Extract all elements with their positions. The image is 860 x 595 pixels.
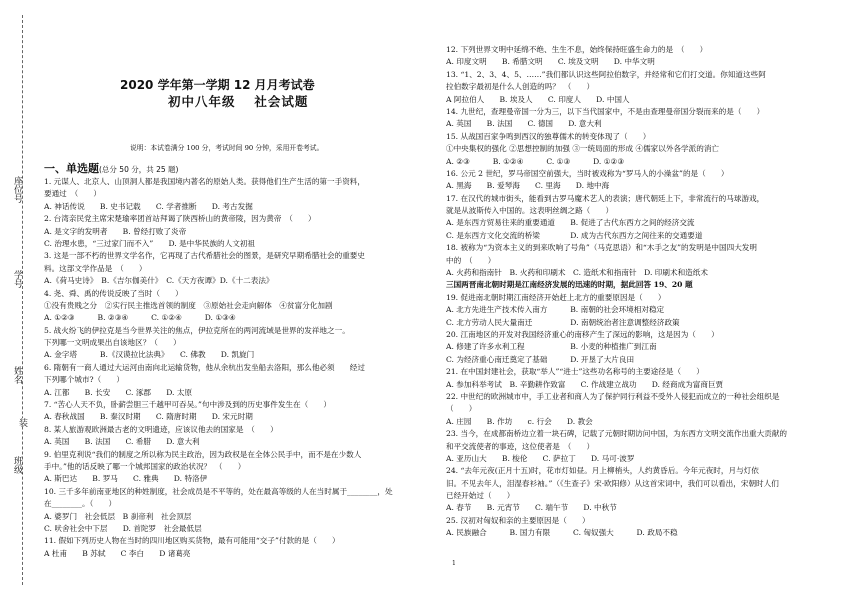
question-line: 23. 当今，在成都南桥边立着一块石碑，记载了元朝时期访问中国，为东西方文明交流作出重大贡献的 — [446, 429, 788, 439]
question-line: A. 参加科举考试 B. 辛勤耕作致富 C. 作战建立战功 D. 经商成为富商巨贾 — [446, 379, 724, 389]
question-line: A. 民族融合 B. 国力有限 C. 匈奴强大 D. 政局不稳 — [446, 528, 678, 538]
question-line: 24. “去年元夜(正月十五)时，花市灯如昼。月上柳梢头，人约黄昏后。今年元夜时，月与灯依 — [446, 466, 759, 476]
question-line: A. 火药和指南针 B. 火药和印刷术 C. 造纸术和指南针 D. 印刷术和造纸术 — [446, 268, 708, 278]
question-line: ①中央集权的强化 ②思想控制的加强 ③一统局面的形成 ④儒家以外各学派的消亡 — [446, 144, 720, 154]
question-line: 13. “1、2、3、4、5、……”我们都认识这些阿拉伯数字，并经常和它们打交道。你知道这些阿 — [446, 69, 766, 79]
question-line: 18. 被称为“为资本主义的到来吹响了号角”（马克思语）和“木手之友”的发明是中国四大发明 — [446, 243, 757, 253]
question-line: 20. 江南地区的开发对我国经济重心的南移产生了深远的影响，这是因为（ ） — [446, 329, 719, 339]
question-line: 3. 这是一部不朽的世界文学名作，它再现了古代希腊社会的图景，是研究早期希腊社会的重要史 — [44, 251, 365, 261]
question-line: C. 北方劳动人民大量南迁 D. 南朝统治者注意调整经济政策 — [446, 317, 680, 327]
question-line: 就是从波斯传入中国的。这表明丝绸之路（ ） — [446, 206, 614, 216]
question-line: 4. 尧、舜、禹的传说反映了当时（ ） — [44, 288, 183, 298]
question-line: C. 是东西方文化交流的桥梁 D. 成为古代东西方之间往来的交通要道 — [446, 230, 703, 240]
question-line: 2. 台湾亲民党主席宋楚瑜率团首站拜谒了陕西桥山的黄帝陵，因为黄帝 （ ） — [44, 214, 316, 224]
question-line: 11. 假如下列历史人物在当时的四川地区购买货物，最有可能用“交子”付款的是（ ） — [44, 536, 340, 546]
question-line: 14. 九世纪，查理曼帝国一分为三，以下当代国家中，不是由查理曼帝国分裂而来的是（ ） — [446, 106, 765, 116]
question-line: 9. 伯里克利说“我们的制度之所以称为民主政治，因为政权是在全体公民手中，而不是在少数人 — [44, 449, 362, 459]
question-line: A. ②③ B. ①②④ C. ①③ D. ①②③ — [446, 156, 625, 166]
binding-label-name: 姓名 — [12, 366, 22, 384]
left-question-column — [44, 176, 416, 560]
question-line: A. 江都 B. 长安 C. 涿郡 D. 太原 — [44, 387, 193, 397]
question-line: ①没有贵贱之分 ②实行民主推选首领的制度 ③原始社会走向解体 ④贫富分化加剧 — [44, 300, 333, 310]
question-line: C. 治理水患，“三过家门而不入” D. 是中华民族的人文初祖 — [44, 238, 256, 248]
binding-label-class: 班级 — [12, 456, 22, 474]
question-line: A. 修建了许多水利工程 B. 小麦的种植推广到江南 — [446, 342, 657, 352]
question-line: A. 神话传说 B. 史书记载 C. 学者推断 D. 考古发掘 — [44, 201, 253, 211]
binding-label-seat: 座位号 — [12, 176, 22, 203]
question-line: 25. 汉初对匈奴和亲的主要原因是（ ） — [446, 515, 590, 525]
question-line: A. 是文字的发明者 B. 曾经打败了炎帝 — [44, 226, 187, 236]
question-line: 料。这部文学作品是 （ ） — [44, 263, 147, 273]
question-line: A. 春秋战国 B. 秦汉时期 C. 隋唐时期 D. 宋元时期 — [44, 412, 253, 422]
exam-instructions: 说明：本试卷满分 100 分，考试时间 90 分钟，采用开卷考试。 — [130, 144, 324, 152]
question-line: 7. “苦心人天不负，卧薪尝胆三千越甲可吞吴。”句中涉及到的历史事件发生在（ ） — [44, 400, 331, 410]
binding-mark: 装 — [17, 418, 27, 427]
question-line: C. 吠舍社会中下层 D. 首陀罗 社会最低层 — [44, 523, 202, 533]
question-line: A. 庄园 B. 作坊 c. 行会 D. 教会 — [446, 416, 593, 426]
question-line: 6. 隋朝有一商人通过大运河由南向北运输货物，他从余杭出发坐船去洛阳，那么他必须 经过 — [44, 362, 365, 372]
question-line: （ ） — [446, 404, 477, 414]
page-title: 2020 学年第一学期 12 月月考试卷 — [120, 78, 315, 92]
question-line: 手中。”他的话反映了哪一个城邦国家的政治状况？ （ ） — [44, 461, 246, 471]
question-line: 和平交流使者的事迹，这位使者是 （ ） — [446, 441, 595, 451]
question-line: A. 金字塔 B.《汉谟拉比法典》 C. 佛教 D. 凯旋门 — [44, 350, 255, 360]
question-line: A 阿拉伯人 B. 埃及人 C. 印度人 D. 中国人 — [446, 94, 630, 104]
question-line: 1. 元谋人、北京人、山顶洞人都是我国境内著名的原始人类。获得他们生产生活的第一手资料， — [44, 177, 365, 186]
question-line: A.《荷马史诗》 B.《吉尔伽美什》 C.《天方夜谭》D.《十二表法》 — [44, 276, 274, 286]
question-line: A. 印度文明 B. 希腊文明 C. 埃及文明 D. 中华文明 — [446, 57, 655, 67]
question-line: 下列哪一文明成果出自该地区？（ ） — [44, 338, 181, 348]
question-line: 15. 从战国百家争鸣到西汉的独尊儒术的转变体现了（ ） — [446, 131, 651, 141]
question-line: 要通过 （ ） — [44, 189, 101, 199]
question-line: 5. 战火纷飞的伊拉克是当今世界关注的焦点，伊拉克所在的两河流域是世界的发祥地之一。 — [44, 325, 350, 335]
section-heading — [44, 160, 178, 176]
section-info: (总分 50 分，共 25 题) — [99, 165, 179, 174]
question-line: A. 婆罗门 社会低层 B 刹帝利 社会顶层 — [44, 511, 192, 521]
question-line: 拉伯数字最初是什么人创造的吗？ （ ） — [446, 82, 595, 92]
page-subtitle: 初中八年级 社会试题 — [168, 94, 309, 109]
right-question-column — [446, 44, 840, 540]
question-line: A. 斯巴达 B. 罗马 C. 雅典 D. 特洛伊 — [44, 474, 208, 484]
section-title: 一、单选题 — [44, 162, 99, 175]
question-line: A. 英国 B. 法国 C. 希腊 D. 意大利 — [44, 437, 200, 447]
question-line: A. 亚历山大 B. 梭伦 C. 萨拉丁 D. 马可·波罗 — [446, 453, 635, 463]
question-line: 8. 某人旅游观欧洲最古老的文明遗迹，应该议他去的国家是 （ ） — [44, 424, 278, 434]
question-line: 下列哪个城市?（ ） — [44, 375, 125, 385]
question-line: A. ①②③ B. ②③④ C. ①②④ D. ①③④ — [44, 313, 236, 323]
binding-label-student-id: 学号 — [12, 270, 22, 288]
question-line: 中的 （ ） — [446, 255, 496, 265]
binding-dashed-line — [22, 15, 23, 585]
question-line: 10. 三千多年前南亚地区的种姓制度，社会成员是不平等的，处在最高等级的人在当时属于________，处 — [44, 486, 393, 496]
question-line: 22. 中世纪的欧洲城市中，手工业者和商人为了保护同行利益不受外人侵犯而成立的一种社会组织是 — [446, 391, 780, 401]
question-line: 17. 在汉代的城市街头，能看到古罗马魔术艺人的表演；唐代朝廷上下，非常流行的马球游戏， — [446, 193, 765, 203]
question-line: 12. 下列世界文明中延绵不绝、生生不息，始终保持旺盛生命力的是 （ ） — [446, 45, 708, 54]
binding-margin — [6, 0, 30, 595]
question-line: A. 英国 B. 法国 C. 德国 D. 意大利 — [446, 119, 602, 129]
question-line: A 杜甫 B 苏轼 C 李白 D 诸葛亮 — [44, 548, 191, 558]
question-line: A. 黑海 B. 爱琴海 C. 里海 D. 地中海 — [446, 181, 610, 191]
question-line: 21. 在中国封建社会，获取“举人”“进士”这些功名称号的主要途径是（ ） — [446, 367, 704, 377]
page-number: 1 — [452, 560, 456, 567]
question-line: C. 为经济重心南迁奠定了基础 D. 开垦了大片良田 — [446, 354, 635, 364]
question-line: A. 北方先进生产技术传入南方 B. 南朝的社会环境相对稳定 — [446, 305, 665, 315]
question-line: A. 春节 B. 元宵节 C. 端午节 D. 中秋节 — [446, 503, 617, 513]
question-line: 三国两晋南北朝时期是江南经济发展的迅速的时期，据此回答 19、20 题 — [446, 280, 693, 290]
question-line: 19. 促进南北朝时期江南经济开始赶上北方的重要原因是（ ） — [446, 292, 666, 302]
question-line: 旧。不见去年人，泪湿春衫袖。”（《生查子》宋·欧阳修）从这首宋词中，我们可以看出，宋朝时人们 — [446, 478, 779, 488]
question-line: A. 是东西方贸易往来的重要通道 B. 促进了古代东西方之间的经济交流 — [446, 218, 695, 228]
question-line: 16. 公元 2 世纪，罗马帝国空前强大，当时被戏称为“罗马人的小澡盆”的是（ ） — [446, 168, 729, 178]
question-line: 已经开始过（ ） — [446, 491, 515, 501]
question-line: 在________。（ ） — [44, 499, 117, 509]
